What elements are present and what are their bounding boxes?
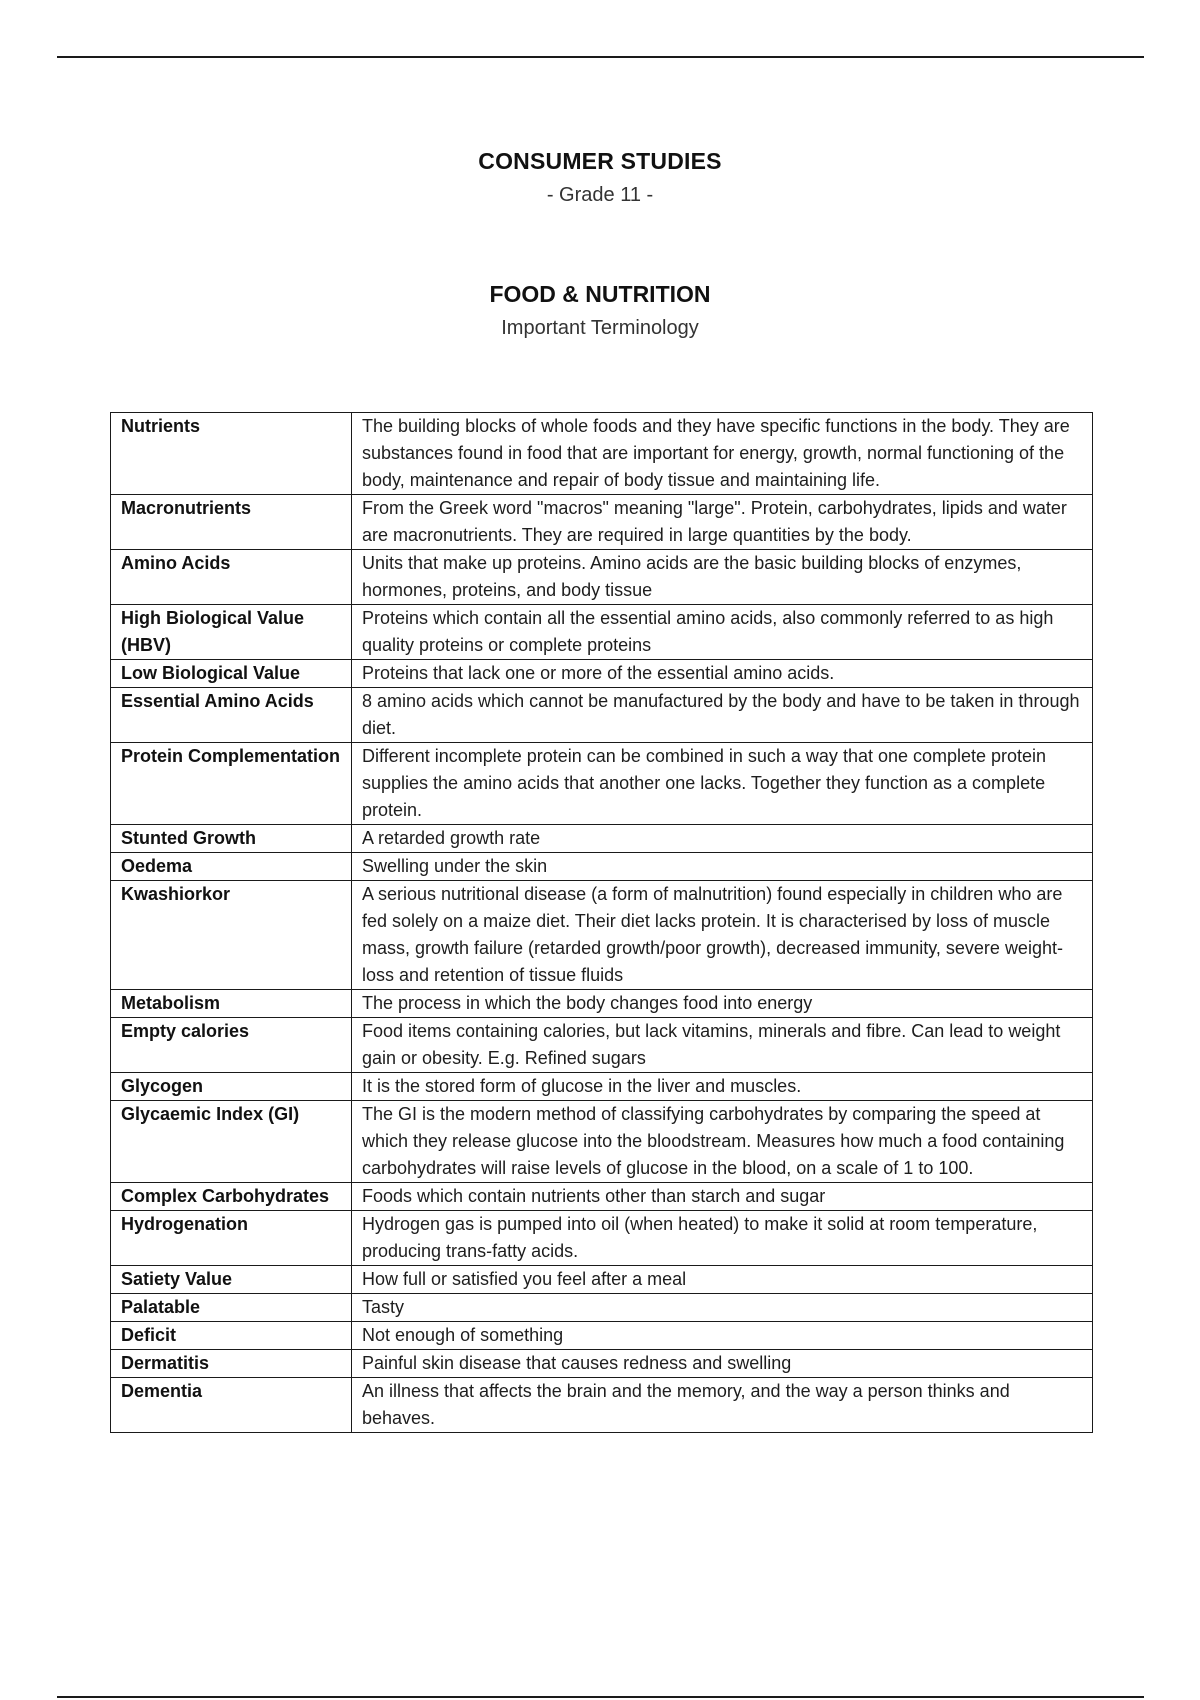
definition-cell: An illness that affects the brain and the memory, and the way a person thinks and behaves. <box>352 1378 1093 1433</box>
section-title: FOOD & NUTRITION <box>489 281 711 307</box>
term-cell: Dementia <box>111 1378 352 1433</box>
term-cell: Deficit <box>111 1322 352 1350</box>
definition-cell: Hydrogen gas is pumped into oil (when heated) to make it solid at room temperature, producing trans-fatty acids. <box>352 1211 1093 1266</box>
table-row <box>111 1350 1093 1378</box>
table-row <box>111 853 1093 881</box>
table-row <box>111 660 1093 688</box>
definition-cell: Units that make up proteins. Amino acids are the basic building blocks of enzymes, hormones, proteins, and body tissue <box>352 550 1093 605</box>
term-cell: Nutrients <box>111 413 352 495</box>
section-subtitle: Important Terminology <box>501 317 699 339</box>
term-cell: Palatable <box>111 1294 352 1322</box>
table-row <box>111 688 1093 743</box>
definition-cell: A retarded growth rate <box>352 825 1093 853</box>
term-cell: Complex Carbohydrates <box>111 1183 352 1211</box>
table-row <box>111 1266 1093 1294</box>
document-subtitle: - Grade 11 - <box>546 184 654 206</box>
term-cell: Glycaemic Index (GI) <box>111 1101 352 1183</box>
term-cell: Empty calories <box>111 1018 352 1073</box>
definition-cell: Different incomplete protein can be combined in such a way that one complete protein supplies the amino acids that another one lacks. Together they function as a complete protein. <box>352 743 1093 825</box>
term-cell: Hydrogenation <box>111 1211 352 1266</box>
table-row <box>111 825 1093 853</box>
term-cell: Glycogen <box>111 1073 352 1101</box>
definition-cell: From the Greek word "macros" meaning "large". Protein, carbohydrates, lipids and water are macronutrients. They are required in large quantities by the body. <box>352 495 1093 550</box>
table-row <box>111 990 1093 1018</box>
term-cell: Protein Complementation <box>111 743 352 825</box>
definition-cell: Swelling under the skin <box>352 853 1093 881</box>
table-row <box>111 881 1093 990</box>
term-cell: Oedema <box>111 853 352 881</box>
definition-cell: It is the stored form of glucose in the liver and muscles. <box>352 1073 1093 1101</box>
table-row <box>111 1101 1093 1183</box>
table-row <box>111 1073 1093 1101</box>
definition-cell: How full or satisfied you feel after a meal <box>352 1266 1093 1294</box>
table-row <box>111 495 1093 550</box>
definition-cell: Painful skin disease that causes redness and swelling <box>352 1350 1093 1378</box>
term-cell: Dermatitis <box>111 1350 352 1378</box>
document-title: CONSUMER STUDIES <box>478 148 722 174</box>
table-row <box>111 1018 1093 1073</box>
term-cell: Amino Acids <box>111 550 352 605</box>
definition-cell: Not enough of something <box>352 1322 1093 1350</box>
bottom-rule <box>57 1696 1144 1698</box>
table-row <box>111 1322 1093 1350</box>
definition-cell: The building blocks of whole foods and they have specific functions in the body. They are substances found in food that are important for energy, growth, normal functioning of the body, maintenance and repair of body tissue and maintaining life. <box>352 413 1093 495</box>
term-cell: Macronutrients <box>111 495 352 550</box>
definition-cell: Proteins which contain all the essential amino acids, also commonly referred to as high quality proteins or complete proteins <box>352 605 1093 660</box>
table-row <box>111 550 1093 605</box>
term-cell: High Biological Value (HBV) <box>111 605 352 660</box>
term-cell: Essential Amino Acids <box>111 688 352 743</box>
table-row <box>111 1183 1093 1211</box>
term-cell: Kwashiorkor <box>111 881 352 990</box>
table-row <box>111 605 1093 660</box>
table-row <box>111 1294 1093 1322</box>
definition-cell: Foods which contain nutrients other than starch and sugar <box>352 1183 1093 1211</box>
term-cell: Metabolism <box>111 990 352 1018</box>
definition-cell: The GI is the modern method of classifying carbohydrates by comparing the speed at which they release glucose into the bloodstream. Measures how much a food containing carbohydrates will raise levels of glucose in the blood, on a scale of 1 to 100. <box>352 1101 1093 1183</box>
term-cell: Satiety Value <box>111 1266 352 1294</box>
definition-cell: Proteins that lack one or more of the essential amino acids. <box>352 660 1093 688</box>
definition-cell: Food items containing calories, but lack vitamins, minerals and fibre. Can lead to weight gain or obesity. E.g. Refined sugars <box>352 1018 1093 1073</box>
table-row <box>111 1378 1093 1433</box>
definition-cell: A serious nutritional disease (a form of malnutrition) found especially in children who are fed solely on a maize diet. Their diet lacks protein. It is characterised by loss of muscle mass, growth failure (retarded growth/poor growth), decreased immunity, severe weight-loss and retention of tissue fluids <box>352 881 1093 990</box>
definition-cell: 8 amino acids which cannot be manufactured by the body and have to be taken in through diet. <box>352 688 1093 743</box>
term-cell: Low Biological Value <box>111 660 352 688</box>
terminology-table <box>110 412 1093 1433</box>
table-row <box>111 743 1093 825</box>
term-cell: Stunted Growth <box>111 825 352 853</box>
definition-cell: The process in which the body changes food into energy <box>352 990 1093 1018</box>
table-row <box>111 413 1093 495</box>
table-row <box>111 1211 1093 1266</box>
top-rule <box>57 56 1144 58</box>
definition-cell: Tasty <box>352 1294 1093 1322</box>
